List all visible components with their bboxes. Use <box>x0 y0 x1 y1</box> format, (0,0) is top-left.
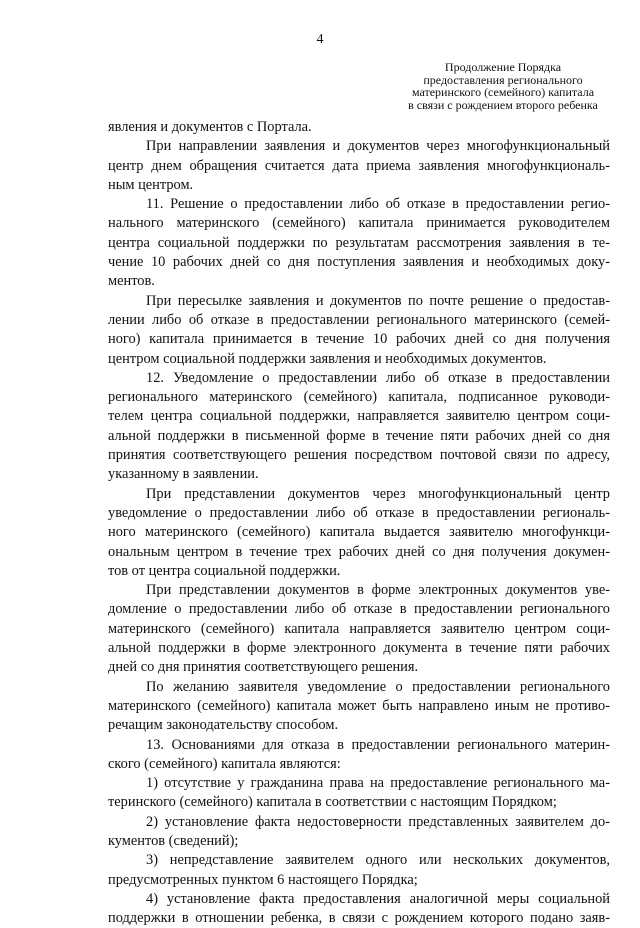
body-line: кументов (сведений); <box>108 832 239 849</box>
body-line: ональным центром в течение трех рабочих дней со дня получения докумен- <box>108 543 610 560</box>
body-line: ным центром. <box>108 176 194 193</box>
body-line: чение 10 рабочих дней со дня поступления заявления и необходимых доку- <box>108 254 610 271</box>
body-line: При представлении документов через многофункциональный центр <box>146 485 610 502</box>
body-line: телем центра социальной поддержки, направляется заявителю центром соци- <box>108 408 610 425</box>
body-line: явления и документов с Портала. <box>108 119 312 135</box>
body-line: уведомление о предоставлении либо об отказе в предоставлении региональ- <box>108 504 610 521</box>
body-line: 12. Уведомление о предоставлении либо об отказе в предоставлении <box>146 369 610 386</box>
body-line: регионального материнского (семейного) капитала, подписанное руководи- <box>108 389 610 406</box>
running-header-line: в связи с рождением второго ребенка <box>408 97 598 112</box>
body-line: теринского (семейного) капитала в соответствии с настоящим Порядком; <box>108 794 557 811</box>
body-line: альной поддержки в письменной форме в течение пяти рабочих дней со дня <box>108 427 610 444</box>
body-line: лении либо об отказе в предоставлении регионального материнского (семей- <box>108 311 610 328</box>
body-line: поддержки в отношении ребенка, в связи с рождением которого подано заяв- <box>108 910 610 927</box>
running-header <box>380 61 626 111</box>
body-line: По желанию заявителя уведомление о предоставлении регионального <box>146 678 610 695</box>
body-line: нального материнского (семейного) капитала принимается руководителем <box>108 215 610 232</box>
page-number: 4 <box>316 32 324 47</box>
body-line: 4) установление факта предоставления аналогичной меры социальной <box>146 890 610 907</box>
body-line: ского (семейного) капитала являются: <box>108 755 341 772</box>
body-line: домление о предоставлении либо об отказе в предоставлении регионального <box>108 601 610 618</box>
body-line: речащим законодательству способом. <box>108 717 339 734</box>
body-line: центром социальной поддержки заявления и необходимых документов. <box>108 350 547 367</box>
running-header-line: предоставления регионального <box>423 72 583 87</box>
body-line: принятия соответствующего решения посредством почтовой связи по адресу, <box>108 447 610 464</box>
body-line: При направлении заявления и документов через многофункциональный <box>146 138 610 155</box>
body-line: 13. Основаниями для отказа в предоставлении регионального материн- <box>146 736 610 753</box>
body-line: При пересылке заявления и документов по почте решение о предостав- <box>146 292 610 309</box>
body-line: материнского (семейного) капитала может быть направлено иным не противо- <box>108 697 610 714</box>
document-body <box>108 118 610 928</box>
body-line: указанному в заявлении. <box>108 466 259 483</box>
running-header-line: Продолжение Порядка <box>444 60 562 74</box>
body-line: материнского (семейного) капитала направляется заявителю центром соци- <box>108 620 610 637</box>
body-line: При представлении документов в форме электронных документов уве- <box>146 582 610 599</box>
body-line: центра социальной поддержки по результатам рассмотрения заявления в те- <box>108 234 610 251</box>
body-line: центр днем обращения считается дата приема заявления многофункциональ- <box>108 157 610 174</box>
body-line: альной поддержки в форме электронного документа в течение пяти рабочих <box>108 640 610 657</box>
body-line: ного) капитала принимается в течение 10 рабочих дней со дня получения <box>108 331 610 348</box>
body-line: дней со дня принятия соответствующего решения. <box>108 659 419 676</box>
body-line: 2) установление факта недостоверности представленных заявителем до- <box>146 813 610 830</box>
body-line: 3) непредставление заявителем одного или нескольких документов, <box>146 852 610 869</box>
body-line: 1) отсутствие у гражданина права на предоставление регионального ма- <box>146 775 610 792</box>
running-header-line: материнского (семейного) капитала <box>411 85 595 99</box>
body-line: предусмотренных пунктом 6 настоящего Порядка; <box>108 871 418 888</box>
body-line: 11. Решение о предоставлении либо об отказе в предоставлении регио- <box>146 196 610 213</box>
body-line: тов от центра социальной поддержки. <box>108 562 341 579</box>
body-line: ного материнского (семейного) капитала выдается заявителю многофункци- <box>108 524 610 541</box>
body-line: ментов. <box>108 273 155 290</box>
